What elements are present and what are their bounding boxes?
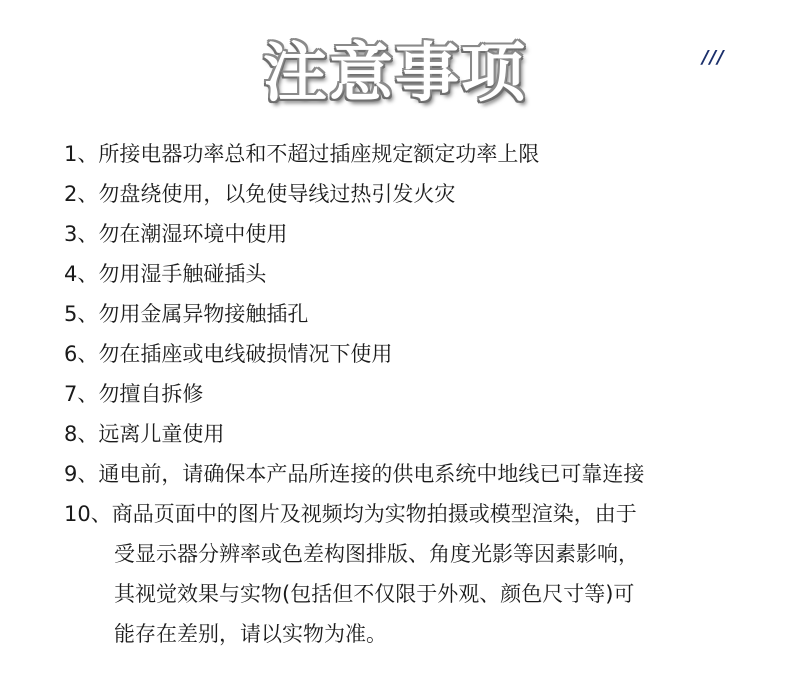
- notice-item: 6、勿在插座或电线破损情况下使用: [64, 342, 393, 366]
- notice-item: 3、勿在潮湿环境中使用: [64, 222, 288, 246]
- notice-item: 1、所接电器功率总和不超过插座规定额定功率上限: [64, 142, 540, 166]
- notice-item-continuation: 能存在差别，请以实物为准。: [114, 622, 387, 646]
- notice-item: 2、勿盘绕使用，以免使导线过热引发火灾: [64, 182, 456, 206]
- notice-item-continuation: 其视觉效果与实物(包括但不仅限于外观、颜色尺寸等)可: [114, 582, 635, 606]
- notice-list: [64, 134, 764, 654]
- notice-item-continuation: 受显示器分辨率或色差构图排版、角度光影等因素影响，: [114, 542, 639, 566]
- notice-item: 8、远离儿童使用: [64, 422, 225, 446]
- slash-decoration: ///: [702, 47, 725, 68]
- notice-item: 7、勿擅自拆修: [64, 382, 204, 406]
- notice-item: 9、通电前，请确保本产品所连接的供电系统中地线已可靠连接: [64, 462, 645, 486]
- notice-item: 5、勿用金属异物接触插孔: [64, 302, 309, 326]
- page-title: 注意事项: [263, 37, 527, 111]
- notice-item: 4、勿用湿手触碰插头: [64, 262, 267, 286]
- notice-item: 10、商品页面中的图片及视频均为实物拍摄或模型渲染，由于: [64, 502, 637, 526]
